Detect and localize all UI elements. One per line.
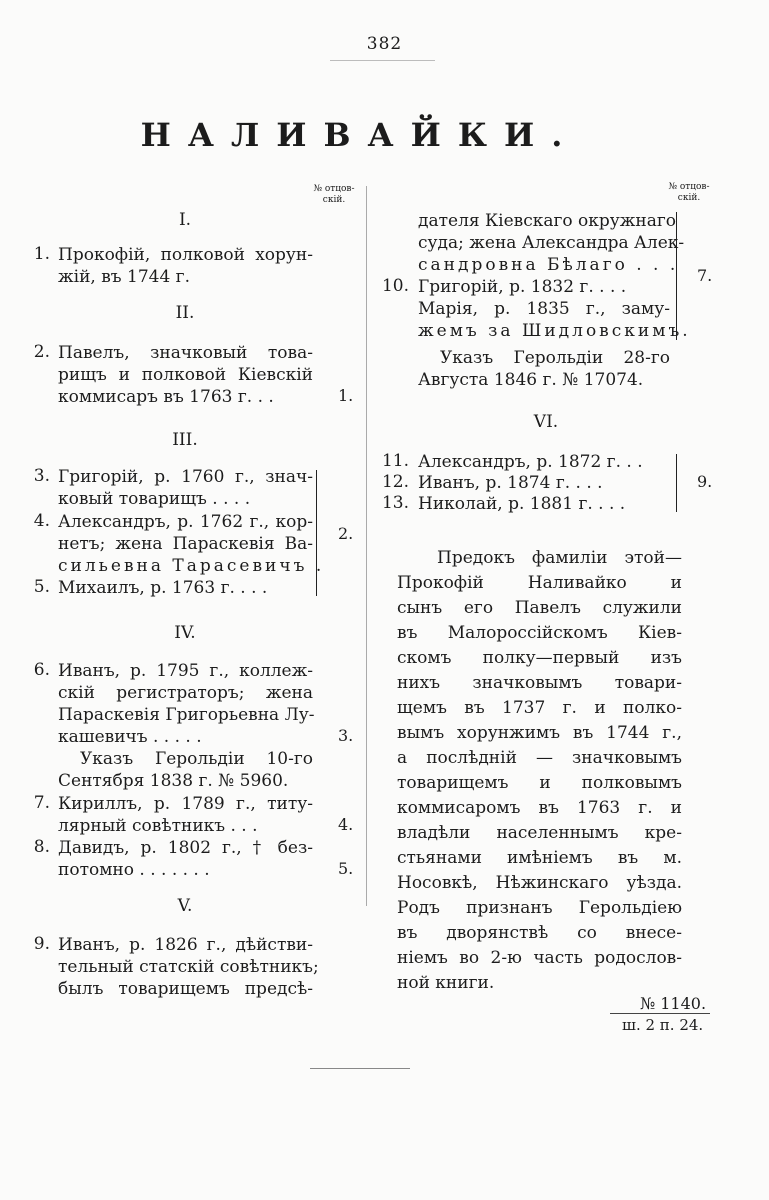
page-number-rule: [330, 60, 435, 61]
entry-number: 11.: [381, 451, 409, 471]
entry-text: Марія, р. 1835 г., заму-: [418, 299, 670, 319]
entry-text: Александръ, р. 1872 г. . .: [418, 452, 643, 472]
entry-text: Александръ, р. 1762 г., кор-: [58, 512, 313, 532]
entry-text: [58, 555, 324, 577]
footer-rule: [310, 1068, 410, 1069]
entry-text: тельный статскій совѣтникъ;: [58, 957, 319, 977]
family-note: Предокъ фамиліи этой— Прокофій Наливайко и сынъ его Павелъ служили въ Малороссійскомъ Кіев- скомъ полку—первый изъ нихъ значковымъ товари- щемъ въ 1737 г. и полко- вымъ хорунжимъ въ 1744 г., а послѣдній — значковымъ товарищемъ и полковымъ коммисаромъ въ 1763 г. и владѣли населеннымъ кре- стьянами имѣніемъ въ м. Носовкѣ, Нѣжинскаго уѣзда. Родъ признанъ Герольдіею въ дворянствѣ со внесе- ніемъ во 2-ю часть родослов- ной книги.: [397, 548, 682, 993]
group-bracket: [672, 454, 677, 512]
ukaz-text: Сентября 1838 г. № 5960.: [58, 771, 289, 791]
father-ref: 4.: [338, 815, 354, 834]
entry-number: 6.: [33, 660, 50, 680]
section-heading-1: I.: [178, 210, 192, 230]
entry-text: [418, 320, 691, 342]
entry-text: Параскевія Григорьевна Лу-: [58, 705, 315, 725]
entry-number: 5.: [33, 577, 50, 597]
page-title: НАЛИВАЙКИ.: [140, 116, 580, 154]
father-ref: 9.: [697, 472, 713, 491]
surname: сандровна Бѣлаго . . .: [418, 255, 679, 275]
entry-text: Григорій, р. 1760 г., знач-: [58, 467, 313, 487]
father-ref: 5.: [338, 859, 354, 878]
surname: жемъ за Шидловскимъ.: [418, 321, 691, 341]
file-rule: [610, 1013, 710, 1014]
ukaz-text: Указъ Герольдіи 28-го: [440, 348, 670, 368]
entry-text: Николай, р. 1881 г. . . .: [418, 494, 626, 514]
entry-text: Григорій, р. 1832 г. . . .: [418, 277, 627, 297]
entry-number: 1.: [33, 244, 50, 264]
entry-text: Павелъ, значковый това-: [58, 343, 313, 363]
father-ref: 1.: [338, 386, 354, 405]
entry-number: 12.: [381, 472, 409, 492]
entry-text: Кириллъ, р. 1789 г., титу-: [58, 794, 313, 814]
entry-text: Давидъ, р. 1802 г., † без-: [58, 838, 313, 858]
entry-text: суда; жена Александра Алек-: [418, 233, 685, 253]
surname: сильевна Тарасевичъ .: [58, 556, 325, 576]
file-number: № 1140.: [640, 994, 707, 1013]
shelf-mark: ш. 2 п. 24.: [622, 1016, 704, 1034]
group-bracket: [312, 470, 317, 596]
section-heading-5: V.: [177, 896, 193, 916]
section-heading-3: III.: [172, 430, 198, 450]
entry-text: кашевичъ . . . . .: [58, 727, 202, 747]
group-bracket: [672, 212, 677, 340]
entry-number: 4.: [33, 511, 50, 531]
father-ref: 2.: [338, 524, 354, 543]
entry-number: 2.: [33, 342, 50, 362]
entry-text: рищъ и полковой Кіевскій: [58, 365, 313, 385]
column-header-right: № отцов- скій.: [668, 182, 710, 203]
entry-text: былъ товарищемъ предсѣ-: [58, 979, 313, 999]
father-ref: 3.: [338, 726, 354, 745]
entry-text: Иванъ, р. 1795 г., коллеж-: [58, 661, 313, 681]
entry-number: 9.: [33, 934, 50, 954]
entry-number: 10.: [381, 276, 409, 296]
entry-number: 13.: [381, 493, 409, 513]
entry-text: Иванъ, р. 1826 г., дѣйстви-: [58, 935, 313, 955]
ukaz-text: Указъ Герольдіи 10-го: [80, 749, 313, 769]
section-heading-6: VI.: [533, 412, 559, 432]
column-header-left: № отцов- скій.: [313, 184, 355, 205]
entry-number: 3.: [33, 466, 50, 486]
ukaz-text: Августа 1846 г. № 17074.: [418, 370, 644, 390]
entry-text: ковый товарищъ . . . .: [58, 489, 251, 509]
entry-number: 7.: [33, 793, 50, 813]
entry-number: 8.: [33, 837, 50, 857]
entry-text: Иванъ, р. 1874 г. . . .: [418, 473, 603, 493]
entry-text: нетъ; жена Параскевія Ва-: [58, 534, 313, 554]
column-divider: [366, 186, 367, 906]
entry-text: потомно . . . . . . .: [58, 860, 210, 880]
father-ref: 7.: [697, 266, 713, 285]
page-number: 382: [366, 34, 403, 54]
entry-text: коммисаръ въ 1763 г. . .: [58, 387, 274, 407]
section-heading-2: II.: [175, 303, 195, 323]
entry-text: лярный совѣтникъ . . .: [58, 816, 258, 836]
entry-text: [418, 254, 678, 276]
entry-text: Михаилъ, р. 1763 г. . . .: [58, 578, 268, 598]
entry-text: Прокофій, полковой хорун-: [58, 245, 313, 265]
entry-text: скій регистраторъ; жена: [58, 683, 313, 703]
entry-text: жій, въ 1744 г.: [58, 267, 190, 287]
entry-text: дателя Кіевскаго окружнаго: [418, 211, 677, 231]
section-heading-4: IV.: [174, 623, 196, 643]
